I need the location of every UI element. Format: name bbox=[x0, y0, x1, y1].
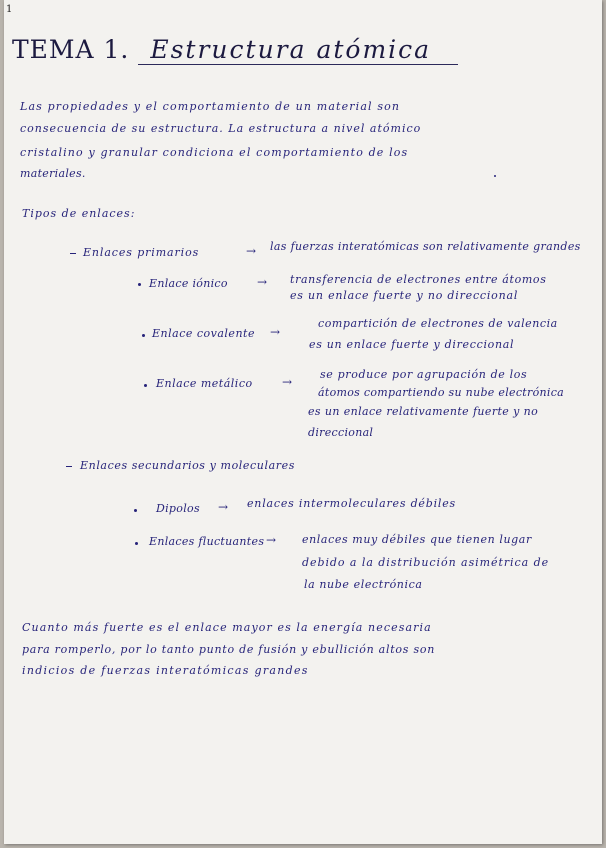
bond-description: debido a la distribución asimétrica de bbox=[302, 556, 550, 569]
list-bullet bbox=[138, 283, 141, 286]
list-dash bbox=[70, 253, 76, 254]
conclusion-line: indicios de fuerzas interatómicas grandes bbox=[22, 664, 309, 677]
list-bullet bbox=[134, 509, 137, 512]
list-bullet bbox=[135, 542, 138, 545]
conclusion-line: Cuanto más fuerte es el enlace mayor es la energía necesaria bbox=[22, 621, 432, 634]
bond-description: compartición de electrones de valencia bbox=[318, 317, 558, 330]
bond-name: Enlace iónico bbox=[149, 277, 228, 290]
page-title bbox=[12, 35, 431, 64]
list-bullet bbox=[144, 384, 147, 387]
bond-description: enlaces muy débiles que tienen lugar bbox=[302, 533, 532, 546]
primary-bonds-label: Enlaces primarios bbox=[83, 246, 200, 259]
section-heading: Tipos de enlaces: bbox=[22, 207, 136, 220]
list-dash bbox=[66, 466, 72, 467]
bond-description: enlaces intermoleculares débiles bbox=[247, 497, 456, 510]
bond-name: Enlace covalente bbox=[152, 327, 255, 340]
bond-description: se produce por agrupación de los bbox=[320, 368, 528, 381]
notebook-page bbox=[4, 0, 602, 844]
bond-name: Enlaces fluctuantes bbox=[149, 535, 265, 548]
arrow-icon: → bbox=[246, 244, 257, 258]
intro-line: Las propiedades y el comportamiento de un material son bbox=[20, 100, 401, 113]
list-bullet bbox=[142, 334, 145, 337]
arrow-icon: → bbox=[257, 275, 268, 289]
arrow-icon: → bbox=[218, 500, 229, 514]
arrow-icon: → bbox=[270, 325, 281, 339]
conclusion-line: para romperlo, por lo tanto punto de fusión y ebullición altos son bbox=[22, 643, 436, 656]
arrow-icon: → bbox=[282, 375, 293, 389]
page-number: 1 bbox=[6, 4, 13, 15]
arrow-icon: → bbox=[266, 533, 277, 547]
ink-dot bbox=[494, 175, 496, 177]
bond-description: direccional bbox=[308, 426, 374, 439]
secondary-bonds-label: Enlaces secundarios y moleculares bbox=[80, 459, 295, 472]
bond-description: es un enlace fuerte y no direccional bbox=[290, 289, 519, 302]
bond-description: es un enlace fuerte y direccional bbox=[309, 338, 515, 351]
title-underline bbox=[138, 64, 458, 65]
primary-bonds-description: las fuerzas interatómicas son relativamente grandes bbox=[270, 240, 581, 253]
intro-line: cristalino y granular condiciona el comportamiento de los bbox=[20, 146, 409, 159]
bond-description: átomos compartiendo su nube electrónica bbox=[318, 386, 565, 399]
bond-description: es un enlace relativamente fuerte y no bbox=[308, 405, 539, 418]
bond-description: transferencia de electrones entre átomos bbox=[290, 273, 547, 286]
intro-line: consecuencia de su estructura. La estructura a nivel atómico bbox=[20, 122, 422, 135]
bond-description: la nube electrónica bbox=[304, 578, 423, 591]
bond-name: Enlace metálico bbox=[156, 377, 253, 390]
bond-name: Dipolos bbox=[156, 502, 200, 515]
intro-line: materiales. bbox=[20, 167, 86, 180]
title-prefix: TEMA 1. bbox=[12, 35, 130, 64]
title-text: Estructura atómica bbox=[150, 35, 432, 64]
